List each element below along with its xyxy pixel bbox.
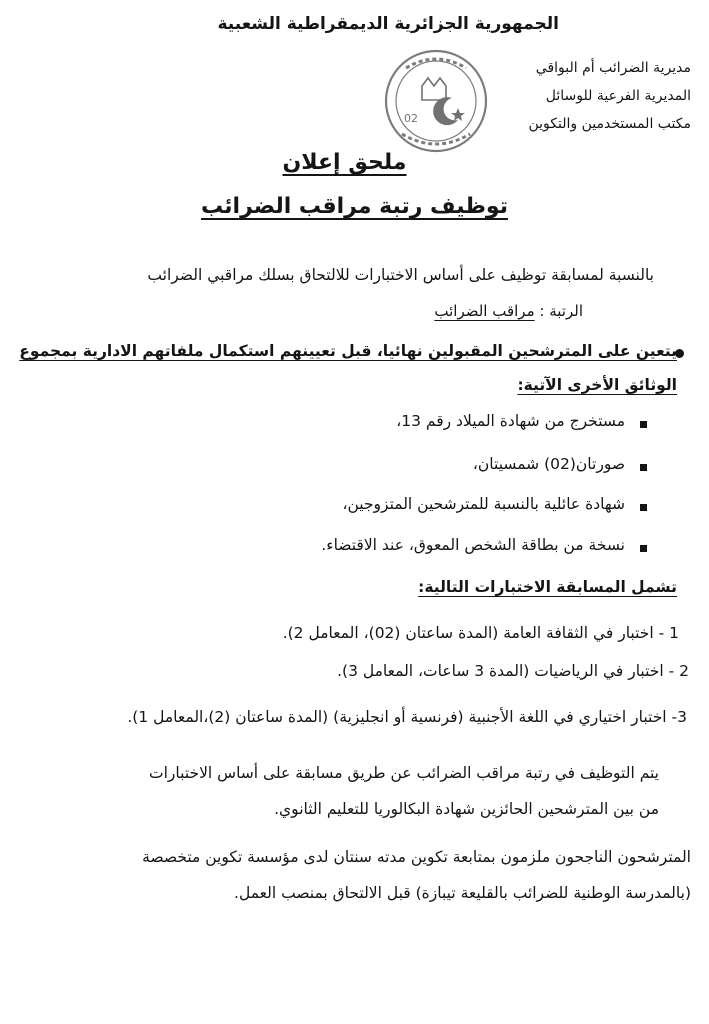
- recruitment-paragraph-line-1: يتم التوظيف في رتبة مراقب الضرائب عن طريق مسابقة على أساس الاختبارات: [149, 764, 659, 782]
- document-item: نسخة من بطاقة الشخص المعوق، عند الاقتضاء.: [321, 536, 625, 554]
- exam-item: 2 - اختبار في الرياضيات (المدة 3 ساعات، المعامل 3).: [337, 662, 689, 680]
- star-crescent-icon: [433, 97, 465, 125]
- document-item: مستخرج من شهادة الميلاد رقم 13،: [396, 412, 625, 430]
- rank-value: مراقب الضرائب: [434, 302, 535, 320]
- official-stamp: [372, 46, 500, 156]
- rank-line: [434, 302, 583, 320]
- document-item: شهادة عائلية بالنسبة للمترشحين المتزوجين،: [342, 495, 625, 513]
- exam-item: 3- اختبار اختياري في اللغة الأجنبية (فرنسية أو انجليزية) (المدة ساعتان (2)،المعامل 1).: [127, 708, 687, 726]
- announcement-subtitle: [0, 194, 709, 219]
- documents-title: الوثائق الأخرى الآتية:: [517, 376, 677, 394]
- square-bullet-icon: [640, 464, 647, 471]
- intro-paragraph: بالنسبة لمسابقة توظيف على أساس الاختبارات للالتحاق بسلك مراقبي الضرائب: [147, 266, 654, 284]
- sub-directorate-name: المديرية الفرعية للوسائل: [545, 88, 691, 104]
- training-paragraph-line-2: (بالمدرسة الوطنية للضرائب بالقليعة تيبازة) قبل الالتحاق بمنصب العمل.: [234, 884, 691, 902]
- square-bullet-icon: [640, 545, 647, 552]
- exams-title: تشمل المسابقة الاختبارات التالية:: [418, 578, 677, 596]
- announcement-title-text: ملحق إعلان: [282, 150, 407, 175]
- announcement-title: [0, 150, 709, 175]
- republic-title: الجمهورية الجزائرية الديمقراطية الشعبية: [217, 14, 559, 34]
- exam-item: 1 - اختبار في الثقافة العامة (المدة ساعتان (02)، المعامل 2).: [282, 624, 679, 642]
- recruitment-paragraph-line-2: من بين المترشحين الحائزين شهادة البكالوريا للتعليم الثانوي.: [274, 800, 659, 818]
- training-paragraph-line-1: المترشحون الناجحون ملزمون بمتابعة تكوين مدته سنتان لدى مؤسسة تكوين متخصصة: [142, 848, 691, 866]
- square-bullet-icon: [640, 421, 647, 428]
- rank-label: الرتبة :: [539, 302, 583, 320]
- document-item: صورتان(02) شمسيتان،: [472, 455, 625, 473]
- office-name: مكتب المستخدمين والتكوين: [528, 116, 691, 132]
- directorate-name: مديرية الضرائب أم البواقي: [535, 60, 691, 76]
- notice-text: يتعين على المترشحين المقبولين نهائيا، قبل تعيينهم استكمال ملفاتهم الادارية بمجموع: [19, 342, 677, 360]
- square-bullet-icon: [640, 504, 647, 511]
- announcement-subtitle-text: توظيف رتبة مراقب الضرائب: [201, 194, 508, 219]
- stamp-number: 02: [404, 112, 418, 125]
